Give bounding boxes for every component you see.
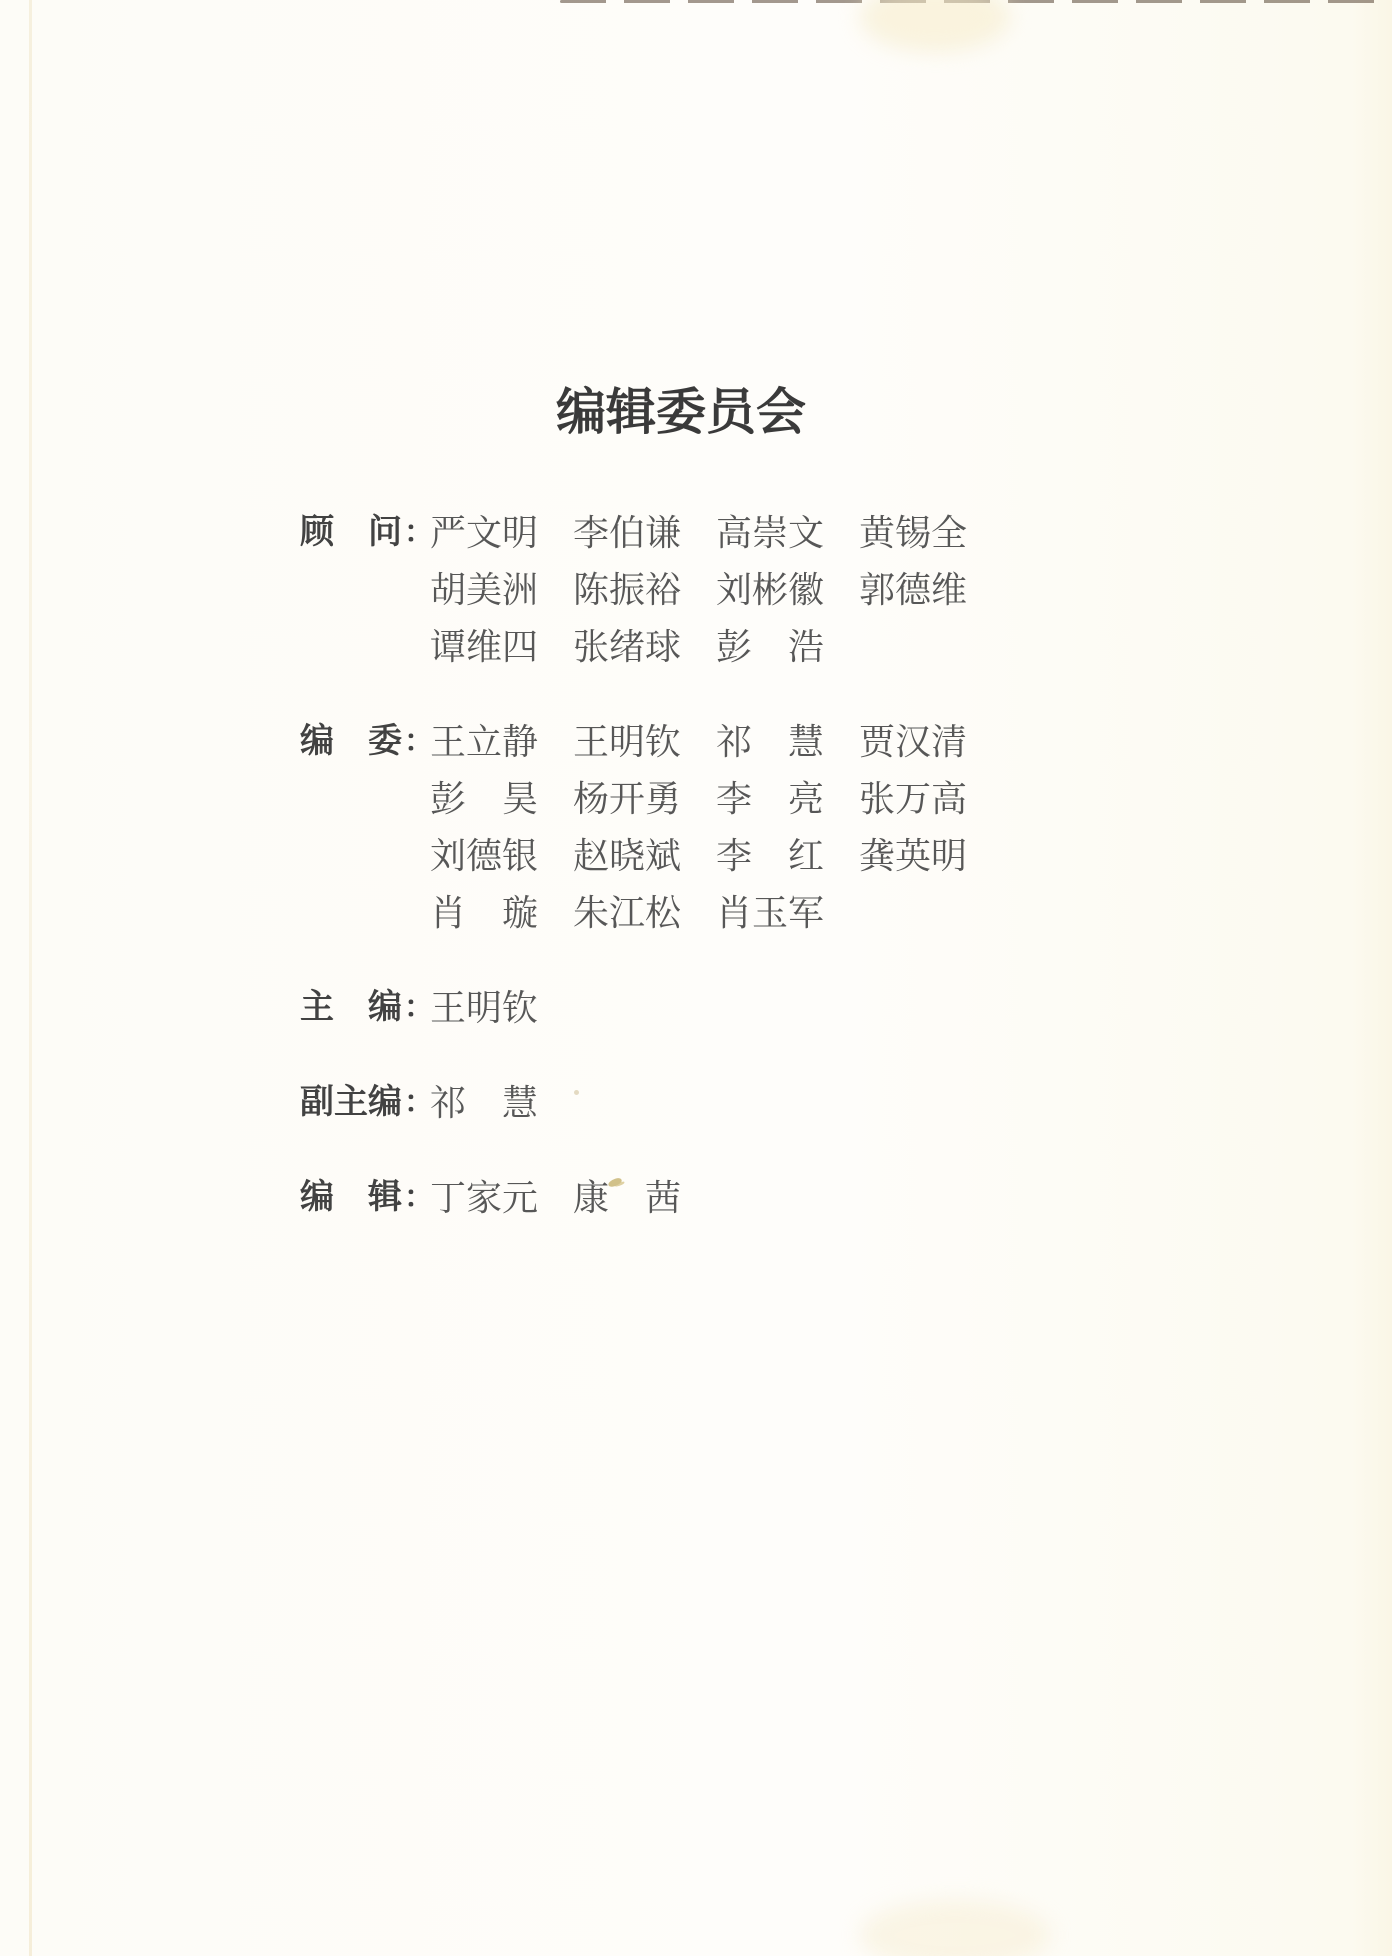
section-label: 主 编	[300, 989, 402, 1026]
section-colon: ：	[404, 991, 434, 1024]
names-column	[430, 513, 1002, 667]
section-label-row	[300, 988, 434, 1028]
member-name: 贾汉清	[859, 722, 968, 762]
committee-section	[300, 988, 1200, 1028]
names-row	[430, 779, 1002, 819]
section-label: 顾 问	[300, 514, 402, 551]
member-name: 王明钦	[430, 988, 539, 1028]
member-name: 彭 浩	[716, 627, 825, 667]
member-name: 朱江松	[573, 893, 682, 933]
member-name: 张万高	[859, 779, 968, 819]
member-name: 赵晓斌	[573, 836, 682, 876]
member-name: 丁家元	[430, 1178, 539, 1218]
section-label: 副主编	[300, 1084, 402, 1121]
member-name: 胡美洲	[430, 570, 539, 610]
names-row	[430, 893, 1002, 933]
committee-section	[300, 1083, 1200, 1123]
names-column	[430, 1178, 716, 1218]
section-colon: ：	[404, 1086, 434, 1119]
member-name: 肖 璇	[430, 893, 539, 933]
names-column	[430, 988, 573, 1028]
committee-section	[300, 722, 1200, 933]
member-name: 谭维四	[430, 627, 539, 667]
names-row	[430, 988, 573, 1028]
member-name: 肖玉军	[716, 893, 825, 933]
section-label-row	[300, 513, 434, 553]
member-name: 祁 慧	[716, 722, 825, 762]
member-name: 李 红	[716, 836, 825, 876]
committee-section	[300, 513, 1200, 667]
member-name: 陈振裕	[573, 570, 682, 610]
names-row	[430, 722, 1002, 762]
member-name: 严文明	[430, 513, 539, 553]
member-name: 李 亮	[716, 779, 825, 819]
scan-stain-bottom	[860, 1900, 1050, 1956]
member-name: 高崇文	[716, 513, 825, 553]
section-label-row	[300, 1178, 434, 1218]
section-colon: ：	[404, 1181, 434, 1214]
member-name: 李伯谦	[573, 513, 682, 553]
member-name: 黄锡全	[859, 513, 968, 553]
names-column	[430, 722, 1002, 933]
committee-sections	[300, 513, 1200, 1273]
committee-section	[300, 1178, 1200, 1218]
section-label: 编 委	[300, 723, 402, 760]
member-name: 张绪球	[573, 627, 682, 667]
member-name: 祁 慧	[430, 1083, 539, 1123]
member-name: 郭德维	[859, 570, 968, 610]
member-name: 彭 昊	[430, 779, 539, 819]
names-row	[430, 513, 1002, 553]
member-name: 龚英明	[859, 836, 968, 876]
section-label: 编 辑	[300, 1179, 402, 1216]
member-name: 王立静	[430, 722, 539, 762]
member-name: 刘彬徽	[716, 570, 825, 610]
section-label-row	[300, 722, 434, 762]
names-column	[430, 1083, 573, 1123]
section-colon: ：	[404, 725, 434, 758]
names-row	[430, 570, 1002, 610]
member-name: 康 茜	[573, 1178, 682, 1218]
names-row	[430, 836, 1002, 876]
scan-stain-top	[860, 0, 1010, 52]
section-colon: ：	[404, 516, 434, 549]
member-name: 杨开勇	[573, 779, 682, 819]
member-name: 王明钦	[573, 722, 682, 762]
names-row	[430, 627, 1002, 667]
section-label-row	[300, 1083, 434, 1123]
member-name: 刘德银	[430, 836, 539, 876]
names-row	[430, 1083, 573, 1123]
scan-fold-line	[29, 0, 32, 1956]
names-row	[430, 1178, 716, 1218]
page-title: 编辑委员会	[556, 384, 806, 440]
